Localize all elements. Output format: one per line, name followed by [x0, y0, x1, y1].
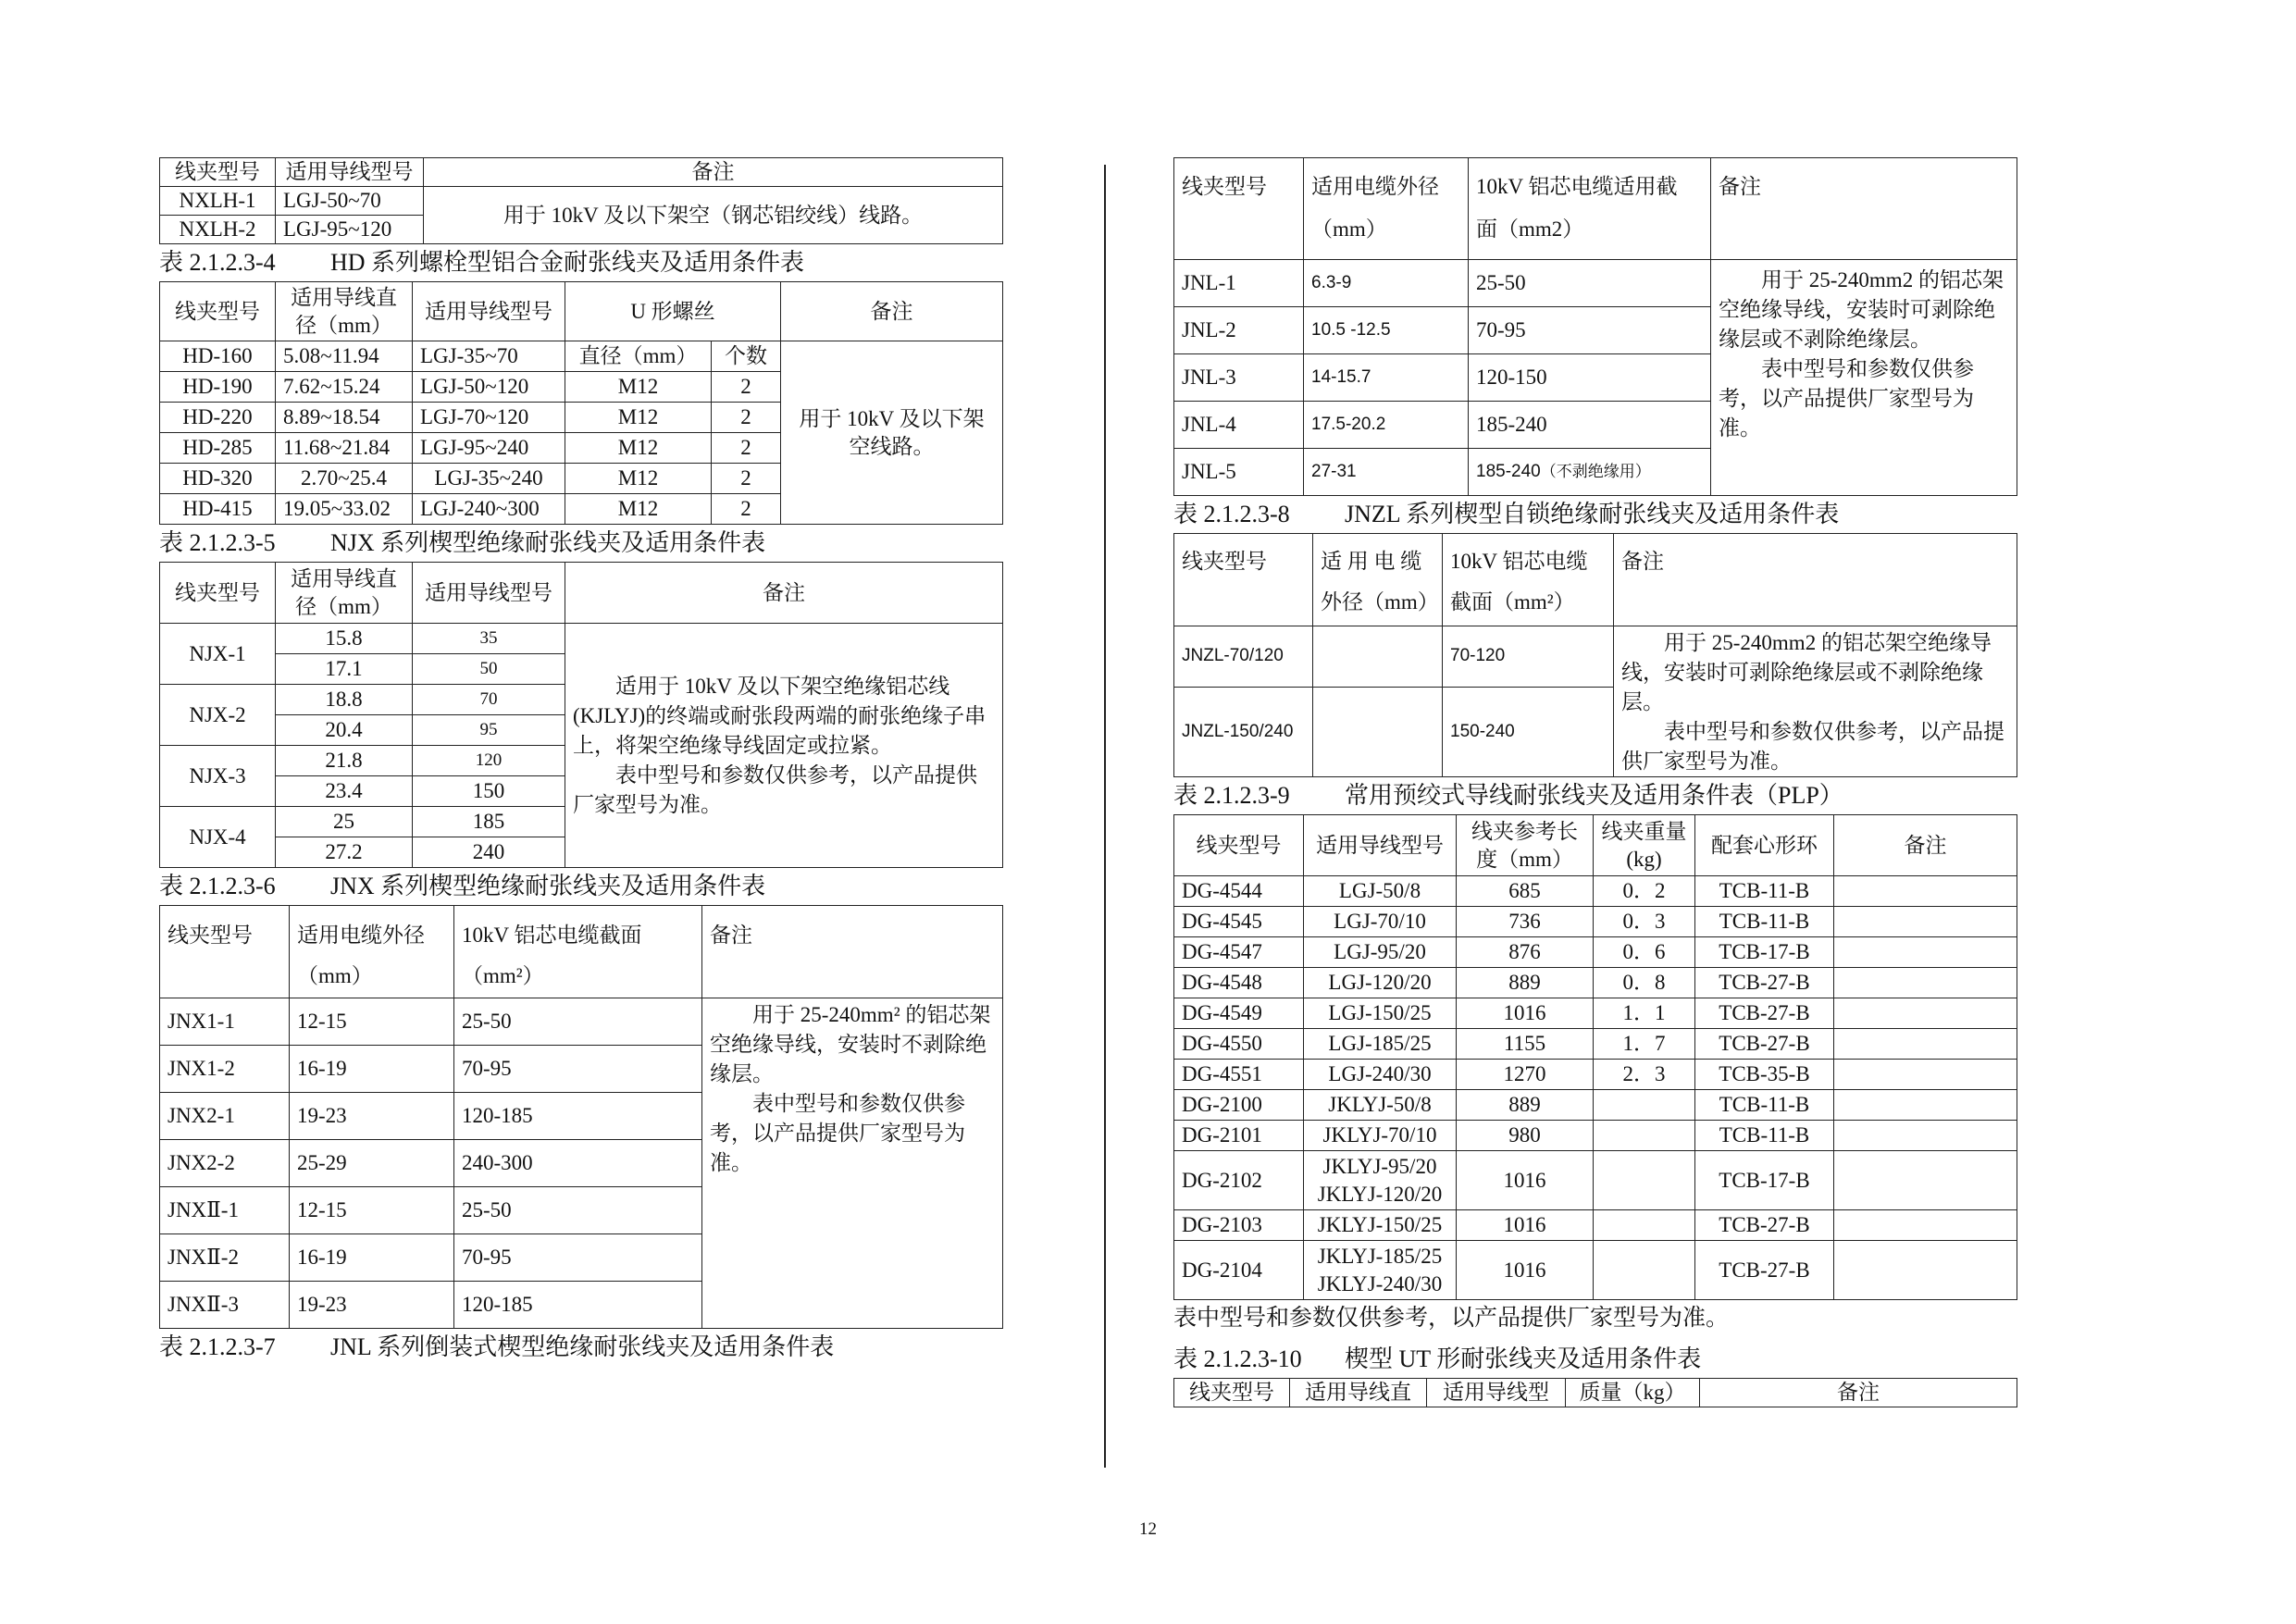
table-cell: NXLH-2: [160, 216, 276, 244]
table-cell: 70: [413, 685, 565, 715]
table-cell: 12-15: [290, 1187, 454, 1234]
table-cell: 876: [1457, 937, 1594, 968]
table-note: [565, 624, 1003, 868]
table-cell: [1469, 449, 1711, 496]
table-cell: JNXⅡ-2: [160, 1234, 290, 1282]
cell-value: 185-240: [1476, 462, 1541, 481]
table-cell: 17.5-20.2: [1304, 402, 1469, 449]
table-cell: TCB-11-B: [1695, 907, 1834, 937]
caption-title: 楔型 UT 形耐张线夹及适用条件表: [1345, 1345, 1702, 1372]
table-row: [1174, 876, 2017, 907]
table-cell: [1313, 626, 1443, 688]
table-header: 备注: [1711, 158, 2017, 260]
table-cell: DG-2101: [1174, 1121, 1304, 1151]
plp-table: [1173, 814, 2017, 1300]
table-cell: DG-2103: [1174, 1210, 1304, 1241]
table-cell: [1594, 1090, 1695, 1121]
table-row: [1174, 1121, 2017, 1151]
table-cell: HD-415: [160, 494, 276, 525]
table-cell: 1．1: [1594, 998, 1695, 1029]
table-cell: HD-320: [160, 464, 276, 494]
table-header: [290, 906, 454, 998]
caption-title: 常用预绞式导线耐张线夹及适用条件表（PLP）: [1345, 782, 1843, 809]
table-note: 用于 10kV 及以下架空（钢芯铝绞线）线路。: [424, 187, 1003, 244]
table-cell: [1834, 1241, 2017, 1300]
table-cell: JKLYJ-50/8: [1304, 1090, 1457, 1121]
table-cell: DG-2104: [1174, 1241, 1304, 1300]
table-cell: [1594, 1210, 1695, 1241]
jnzl-table: [1173, 533, 2017, 777]
table-cell: M12: [565, 403, 712, 433]
table-cell: 1016: [1457, 1151, 1594, 1210]
table-cell: LGJ-50~70: [276, 187, 424, 216]
table-cell: [1594, 1151, 1695, 1210]
table-cell: JKLYJ-150/25: [1304, 1210, 1457, 1241]
table-cell: DG-2100: [1174, 1090, 1304, 1121]
table-header: 配套心形环: [1695, 815, 1834, 876]
cell-line: JKLYJ-95/20: [1322, 1154, 1437, 1178]
table-cell: HD-190: [160, 372, 276, 403]
table-cell: DG-4551: [1174, 1060, 1304, 1090]
jnl-table: [1173, 157, 2017, 496]
table-cell: 19-23: [290, 1282, 454, 1329]
table-cell: 2.70~25.4: [276, 464, 413, 494]
table-cell: 150-240: [1443, 687, 1614, 776]
table-cell: LGJ-50~120: [413, 372, 565, 403]
table-cell: LGJ-35~70: [413, 341, 565, 372]
table-cell: 889: [1457, 968, 1594, 998]
table-caption: [159, 868, 1003, 905]
table-row: [1174, 998, 2017, 1029]
table-note: [1711, 260, 2017, 496]
table-header: 线夹型号: [1174, 534, 1313, 626]
table-header: 适用导线直: [1290, 1379, 1427, 1407]
table-cell: DG-4549: [1174, 998, 1304, 1029]
caption-number: 表 2.1.2.3-7: [159, 1333, 276, 1360]
table-cell: LGJ-240/30: [1304, 1060, 1457, 1090]
table-header: [160, 906, 290, 998]
table-cell: HD-160: [160, 341, 276, 372]
table-header: 备注: [424, 158, 1003, 187]
table-header: 适用导线型号: [413, 282, 565, 341]
table-cell: TCB-11-B: [1695, 1121, 1834, 1151]
table-cell: 18.8: [276, 685, 413, 715]
table-cell: [1594, 1241, 1695, 1300]
cell-line: JKLYJ-185/25: [1317, 1244, 1443, 1268]
table-cell: 16-19: [290, 1234, 454, 1282]
table-cell: TCB-35-B: [1695, 1060, 1834, 1090]
table-cell: 150: [413, 776, 565, 807]
table-cell: M12: [565, 433, 712, 464]
table-cell: 120: [413, 746, 565, 776]
table-cell: 25: [276, 807, 413, 837]
table-cell: TCB-27-B: [1695, 1029, 1834, 1060]
table-row: [1174, 968, 2017, 998]
table-row: [1174, 1029, 2017, 1060]
table-cell: JNX1-2: [160, 1046, 290, 1093]
nxlh-table: [159, 157, 1003, 244]
table-cell: 120-185: [454, 1282, 702, 1329]
table-cell: [1834, 1090, 2017, 1121]
table-cell: 23.4: [276, 776, 413, 807]
table-cell: [1834, 1121, 2017, 1151]
table-cell: JNL-3: [1174, 354, 1304, 402]
header-text: 10kV 铝芯电缆截面: [462, 924, 642, 947]
table-caption: [159, 525, 1003, 562]
table-cell: 11.68~21.84: [276, 433, 413, 464]
table-header: [1469, 158, 1711, 260]
jnx-table: [159, 905, 1003, 1329]
table-note: [1614, 626, 2017, 777]
cell-line: JKLYJ-240/30: [1317, 1271, 1443, 1295]
table-caption: [1173, 1341, 2017, 1378]
note-paragraph: 用于 25-240mm² 的铝芯架空绝缘导线，安装时不剥除绝缘层。: [710, 1003, 991, 1085]
table-cell: [1834, 907, 2017, 937]
table-cell: 1016: [1457, 1241, 1594, 1300]
table-cell: [1834, 968, 2017, 998]
table-header: [1313, 534, 1443, 626]
table-cell: M12: [565, 372, 712, 403]
table-cell: 12-15: [290, 998, 454, 1046]
header-text: 适 用 电 缆: [1321, 550, 1422, 573]
table-cell: 70-95: [1469, 307, 1711, 354]
header-subtext: （mm）: [297, 964, 373, 987]
table-cell: JNZL-150/240: [1174, 687, 1313, 776]
table-cell: TCB-27-B: [1695, 968, 1834, 998]
table-cell: 35: [413, 624, 565, 654]
note-paragraph: 适用于 10kV 及以下架空绝缘铝芯线(KJLYJ)的终端或耐张段两端的耐张绝缘子串上，将架空绝缘导线固定或拉紧。: [573, 674, 987, 757]
table-header: 线夹型号: [160, 282, 276, 341]
table-cell: 0．6: [1594, 937, 1695, 968]
table-cell: LGJ-240~300: [413, 494, 565, 525]
table-cell: DG-4550: [1174, 1029, 1304, 1060]
table-cell: 95: [413, 715, 565, 746]
left-column: [159, 157, 1003, 1366]
table-header: [454, 906, 702, 998]
table-cell: NXLH-1: [160, 187, 276, 216]
table-cell: 16-19: [290, 1046, 454, 1093]
table-cell: JNL-5: [1174, 449, 1304, 496]
table-cell: LGJ-50/8: [1304, 876, 1457, 907]
table-cell: JNX2-2: [160, 1140, 290, 1187]
table-header: 适用导线型号: [1304, 815, 1457, 876]
table-cell: HD-220: [160, 403, 276, 433]
table-cell: LGJ-95/20: [1304, 937, 1457, 968]
caption-title: JNL 系列倒装式楔型绝缘耐张线夹及适用条件表: [330, 1333, 835, 1360]
ut-table: [1173, 1378, 2017, 1407]
table-cell: 70-120: [1443, 626, 1614, 688]
table-cell: [1834, 1029, 2017, 1060]
table-cell: 980: [1457, 1121, 1594, 1151]
caption-title: HD 系列螺栓型铝合金耐张线夹及适用条件表: [330, 249, 805, 276]
table-cell: 17.1: [276, 654, 413, 685]
table-row: [1174, 907, 2017, 937]
table-cell: HD-285: [160, 433, 276, 464]
hd-table: [159, 281, 1003, 525]
table-cell: 2: [712, 494, 781, 525]
note-paragraph: 用于 25-240mm2 的铝芯架空绝缘导线，安装时可剥除绝缘层或不剥除绝缘层。: [1621, 631, 1992, 713]
table-cell: 1155: [1457, 1029, 1594, 1060]
table-cell: 25-50: [454, 1187, 702, 1234]
table-header: 适用导线型: [1427, 1379, 1566, 1407]
caption-number: 表 2.1.2.3-10: [1173, 1345, 1302, 1372]
table-cell: 1．7: [1594, 1029, 1695, 1060]
table-row: [1174, 1151, 2017, 1210]
table-header: 适用导线直径（mm）: [276, 282, 413, 341]
table-note: [702, 998, 1003, 1329]
table-cell: 736: [1457, 907, 1594, 937]
table-header: 线夹型号: [1174, 158, 1304, 260]
table-cell: [1304, 1241, 1457, 1300]
table-cell: LGJ-70~120: [413, 403, 565, 433]
table-cell: 25-50: [1469, 260, 1711, 307]
page-number: 12: [1139, 1519, 1157, 1539]
table-cell: 10.5 -12.5: [1304, 307, 1469, 354]
table-cell: NJX-2: [160, 685, 276, 746]
table-cell: JNZL-70/120: [1174, 626, 1313, 688]
table-cell: M12: [565, 464, 712, 494]
table-cell: 240: [413, 837, 565, 868]
table-header: 备注: [1834, 815, 2017, 876]
table-cell: 25-29: [290, 1140, 454, 1187]
table-cell: JNX2-1: [160, 1093, 290, 1140]
table-cell: 19.05~33.02: [276, 494, 413, 525]
table-cell: 0．3: [1594, 907, 1695, 937]
table-row: [1174, 1090, 2017, 1121]
table-cell: 120-185: [454, 1093, 702, 1140]
table-cell: LGJ-95~120: [276, 216, 424, 244]
table-caption: [159, 244, 1003, 281]
table-caption: [1173, 777, 2017, 814]
table-cell: 27.2: [276, 837, 413, 868]
header-subtext: 面（mm2）: [1476, 217, 1584, 241]
header-subtext: （mm²）: [462, 964, 544, 987]
table-cell: NJX-4: [160, 807, 276, 868]
table-header: U 形螺丝: [565, 282, 781, 341]
table-header: 备注: [1700, 1379, 2017, 1407]
table-cell: [1834, 1210, 2017, 1241]
table-cell: [1834, 937, 2017, 968]
table-cell: JNXⅡ-3: [160, 1282, 290, 1329]
table-cell: 240-300: [454, 1140, 702, 1187]
table-cell: 2: [712, 464, 781, 494]
table-cell: M12: [565, 494, 712, 525]
table-cell: TCB-27-B: [1695, 1241, 1834, 1300]
table-header: 线夹重量(kg): [1594, 815, 1695, 876]
right-column: [1173, 157, 2017, 1407]
table-cell: NJX-1: [160, 624, 276, 685]
table-cell: [1834, 1151, 2017, 1210]
table-cell: 889: [1457, 1090, 1594, 1121]
table-cell: LGJ-185/25: [1304, 1029, 1457, 1060]
caption-number: 表 2.1.2.3-8: [1173, 501, 1290, 527]
table-cell: JNL-2: [1174, 307, 1304, 354]
table-header: 备注: [565, 563, 1003, 624]
table-cell: 直径（mm）: [565, 341, 712, 372]
table-cell: 2: [712, 433, 781, 464]
table-cell: NJX-3: [160, 746, 276, 807]
table-cell: 个数: [712, 341, 781, 372]
table-cell: 0．8: [1594, 968, 1695, 998]
note-paragraph: 表中型号和参数仅供参考，以产品提供厂家型号为准。: [573, 762, 977, 816]
table-cell: TCB-11-B: [1695, 876, 1834, 907]
table-row: [1174, 1210, 2017, 1241]
table-cell: [1834, 876, 2017, 907]
caption-title: JNX 系列楔型绝缘耐张线夹及适用条件表: [330, 873, 766, 899]
table-cell: [1304, 1151, 1457, 1210]
caption-number: 表 2.1.2.3-9: [1173, 782, 1290, 809]
table-cell: 2: [712, 403, 781, 433]
table-cell: TCB-27-B: [1695, 1210, 1834, 1241]
table-note: 用于 10kV 及以下架空线路。: [781, 341, 1003, 525]
header-text: 线夹型号: [168, 924, 253, 947]
header-text: 10kV 铝芯电缆适用截: [1476, 175, 1678, 198]
table-cell: 5.08~11.94: [276, 341, 413, 372]
table-row: [1174, 937, 2017, 968]
table-cell: 21.8: [276, 746, 413, 776]
table-cell: JNX1-1: [160, 998, 290, 1046]
table-cell: 120-150: [1469, 354, 1711, 402]
table-cell: JNXⅡ-1: [160, 1187, 290, 1234]
table-caption: [159, 1329, 1003, 1366]
table-header: 线夹型号: [1174, 1379, 1290, 1407]
table-header: 适用导线型号: [276, 158, 424, 187]
table-cell: 25-50: [454, 998, 702, 1046]
table-row: [1174, 1060, 2017, 1090]
table-cell: DG-4545: [1174, 907, 1304, 937]
caption-number: 表 2.1.2.3-6: [159, 873, 276, 899]
table-cell: JNL-4: [1174, 402, 1304, 449]
table-header: 备注: [1614, 534, 2017, 626]
table-cell: 70-95: [454, 1234, 702, 1282]
column-divider: [1104, 165, 1106, 1468]
table-cell: TCB-17-B: [1695, 937, 1834, 968]
table-header: 质量（kg）: [1566, 1379, 1700, 1407]
table-cell: DG-2102: [1174, 1151, 1304, 1210]
table-cell: JNL-1: [1174, 260, 1304, 307]
header-text: 适用电缆外径: [1311, 175, 1439, 198]
table-cell: 7.62~15.24: [276, 372, 413, 403]
table-cell: 2: [712, 372, 781, 403]
table-cell: DG-4548: [1174, 968, 1304, 998]
table-header: 线夹型号: [160, 563, 276, 624]
caption-title: JNZL 系列楔型自锁绝缘耐张线夹及适用条件表: [1345, 501, 1840, 527]
table-cell: 19-23: [290, 1093, 454, 1140]
table-cell: 6.3-9: [1304, 260, 1469, 307]
table-header: 线夹型号: [1174, 815, 1304, 876]
table-caption: [1173, 496, 2017, 533]
table-cell: 8.89~18.54: [276, 403, 413, 433]
table-cell: LGJ-120/20: [1304, 968, 1457, 998]
njx-table: [159, 562, 1003, 868]
note-paragraph: 表中型号和参数仅供参考，以产品提供厂家型号为准。: [1719, 357, 1974, 440]
header-text: 10kV 铝芯电缆: [1450, 550, 1588, 573]
table-cell: 1016: [1457, 998, 1594, 1029]
table-cell: 14-15.7: [1304, 354, 1469, 402]
table-cell: LGJ-150/25: [1304, 998, 1457, 1029]
note-paragraph: 表中型号和参数仅供参考，以产品提供厂家型号为准。: [1621, 720, 2004, 773]
note-paragraph: 用于 25-240mm2 的铝芯架空绝缘导线，安装时可剥除绝缘层或不剥除绝缘层。: [1719, 268, 2004, 351]
table-cell: LGJ-95~240: [413, 433, 565, 464]
caption-title: NJX 系列楔型绝缘耐张线夹及适用条件表: [330, 529, 766, 556]
table-cell: 185-240: [1469, 402, 1711, 449]
table-cell: 15.8: [276, 624, 413, 654]
table-cell: 20.4: [276, 715, 413, 746]
table-cell: 185: [413, 807, 565, 837]
table-cell: DG-4547: [1174, 937, 1304, 968]
table-cell: 1270: [1457, 1060, 1594, 1090]
table-header: [1443, 534, 1614, 626]
table-cell: 2．3: [1594, 1060, 1695, 1090]
table-cell: 0．2: [1594, 876, 1695, 907]
note-paragraph: 表中型号和参数仅供参考，以产品提供厂家型号为准。: [710, 1092, 965, 1174]
header-subtext: （mm）: [1311, 217, 1387, 241]
table-header: 线夹型号: [160, 158, 276, 187]
table-header: [1304, 158, 1469, 260]
table-cell: 27-31: [1304, 449, 1469, 496]
table-cell: [1313, 687, 1443, 776]
table-cell: LGJ-35~240: [413, 464, 565, 494]
table-header: 备注: [781, 282, 1003, 341]
table-header: 线夹参考长度（mm）: [1457, 815, 1594, 876]
caption-number: 表 2.1.2.3-4: [159, 249, 276, 276]
caption-number: 表 2.1.2.3-5: [159, 529, 276, 556]
table-cell: TCB-27-B: [1695, 998, 1834, 1029]
table-cell: LGJ-70/10: [1304, 907, 1457, 937]
table-cell: [1834, 998, 2017, 1029]
table-cell: [1594, 1121, 1695, 1151]
table-header: 适用导线直径（mm）: [276, 563, 413, 624]
header-subtext: 截面（mm²）: [1450, 590, 1575, 614]
cell-remark: （不剥绝缘用）: [1540, 463, 1651, 480]
cell-line: JKLYJ-120/20: [1317, 1182, 1443, 1206]
header-subtext: 外径（mm）: [1321, 590, 1439, 614]
table-cell: TCB-11-B: [1695, 1090, 1834, 1121]
table-cell: DG-4544: [1174, 876, 1304, 907]
table-row: [1174, 1241, 2017, 1300]
table-cell: JKLYJ-70/10: [1304, 1121, 1457, 1151]
table-header: 备注: [702, 906, 1003, 998]
header-text: 适用电缆外径: [297, 924, 425, 947]
table-cell: TCB-17-B: [1695, 1151, 1834, 1210]
table-cell: 70-95: [454, 1046, 702, 1093]
table-header: 适用导线型号: [413, 563, 565, 624]
table-cell: 50: [413, 654, 565, 685]
table-cell: 685: [1457, 876, 1594, 907]
table-footnote: 表中型号和参数仅供参考，以产品提供厂家型号为准。: [1173, 1306, 1730, 1331]
table-cell: 1016: [1457, 1210, 1594, 1241]
table-cell: [1834, 1060, 2017, 1090]
